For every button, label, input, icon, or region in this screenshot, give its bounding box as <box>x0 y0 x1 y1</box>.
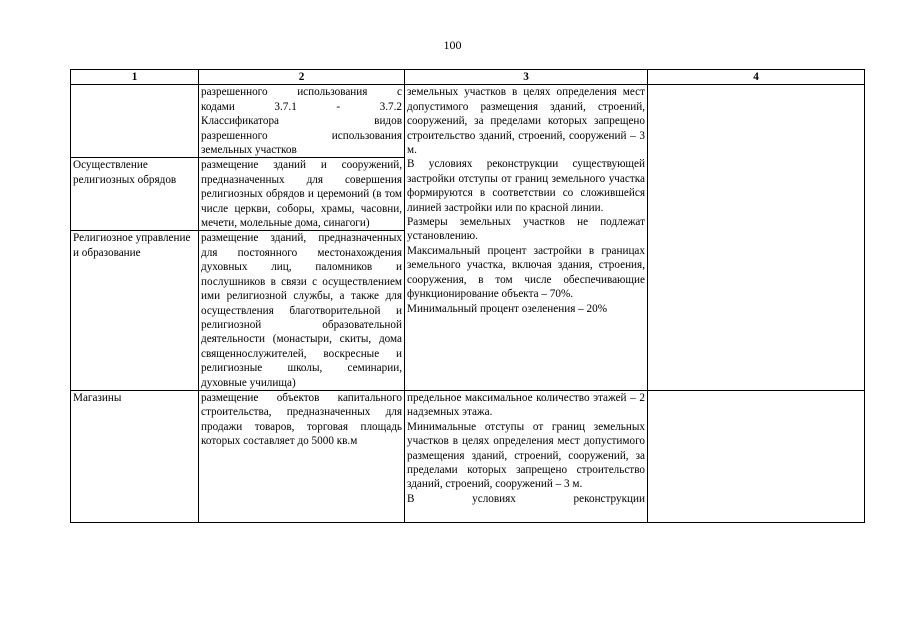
religious-admin-label: Религиозное управление и образование <box>71 231 199 390</box>
row1-col2 <box>199 85 405 158</box>
shops-description: размещение объектов капитального строительства, предназначенных для продажи товаров, торговая площадь которых составляет до 5000 кв.м <box>199 390 405 522</box>
shops-label: Магазины <box>71 390 199 522</box>
shops-reconstruction-text: В условиях реконструкции <box>407 492 645 505</box>
row1-col2-line: Классификатора видов <box>201 115 402 128</box>
row1-col2-line: разрешенного использования <box>201 129 402 142</box>
religious-col4-cell <box>648 85 865 391</box>
max-floors-text: предельное максимальное количество этажей – 2 надземных этажа. <box>407 391 645 419</box>
row1-col2-line: кодами 3.7.1 - 3.7.2 <box>201 100 402 113</box>
religious-rites-label: Осуществление религиозных обрядов <box>71 158 199 231</box>
header-col-4: 4 <box>648 70 865 85</box>
row1-col2-line: земельных участков <box>201 144 297 157</box>
header-col-3: 3 <box>405 70 648 85</box>
max-coverage-text: Максимальный процент застройки в границах земельного участка, включая здания, строения, сооружения, в том числе обеспечивающие функционирование объекта – 70%. <box>407 244 645 301</box>
row1-col1 <box>71 85 199 158</box>
table-header-row <box>71 70 865 85</box>
plot-size-text: Размеры земельных участков не подлежат установлению. <box>407 216 645 243</box>
religious-admin-description: размещение зданий, предназначенных для постоянного местонахождения духовных лиц, паломников и послушников в связи с осуществлением ими религиозной службы, а также для осуществления благотворительной и религиозной образовательной деятельности (монастыри, скиты, дома священнослужителей, воскресные и религиозные школы, семинарии, духовные училища) <box>199 231 405 390</box>
shops-col4-cell <box>648 390 865 522</box>
setback-text: земельных участков в целях определения мест допустимого размещения зданий, строений, сооружений, за пределами которых запрещено строительство зданий, строений, сооружений – 3 м. <box>407 86 645 157</box>
regulations-table <box>70 69 865 523</box>
shops-setback-text: Минимальные отступы от границ земельных участков в целях определения мест допустимого размещения зданий, строений, сооружений, за пределами которых запрещено строительство зданий, строений, сооружений – 3 м. <box>407 420 645 491</box>
table-row <box>71 85 865 158</box>
table-row <box>71 390 865 522</box>
religious-rites-description: размещение зданий и сооружений, предназначенных для совершения религиозных обрядов и церемоний (в том числе церкви, соборы, храмы, часовни, мечети, молельные дома, синагоги) <box>199 158 405 231</box>
row1-col2-line: разрешенного использования с <box>201 86 402 99</box>
religious-regulations-cell <box>405 85 648 391</box>
shops-regulations-cell <box>405 390 648 522</box>
header-col-2: 2 <box>199 70 405 85</box>
header-col-1: 1 <box>71 70 199 85</box>
page-number: 100 <box>443 38 462 52</box>
min-greenery-text: Минимальный процент озеленения – 20% <box>407 302 608 315</box>
reconstruction-text: В условиях реконструкции существующей застройки отступы от границ земельного участка формируются в соответствии со сложившейся линией застройки или по красной линии. <box>407 158 645 214</box>
